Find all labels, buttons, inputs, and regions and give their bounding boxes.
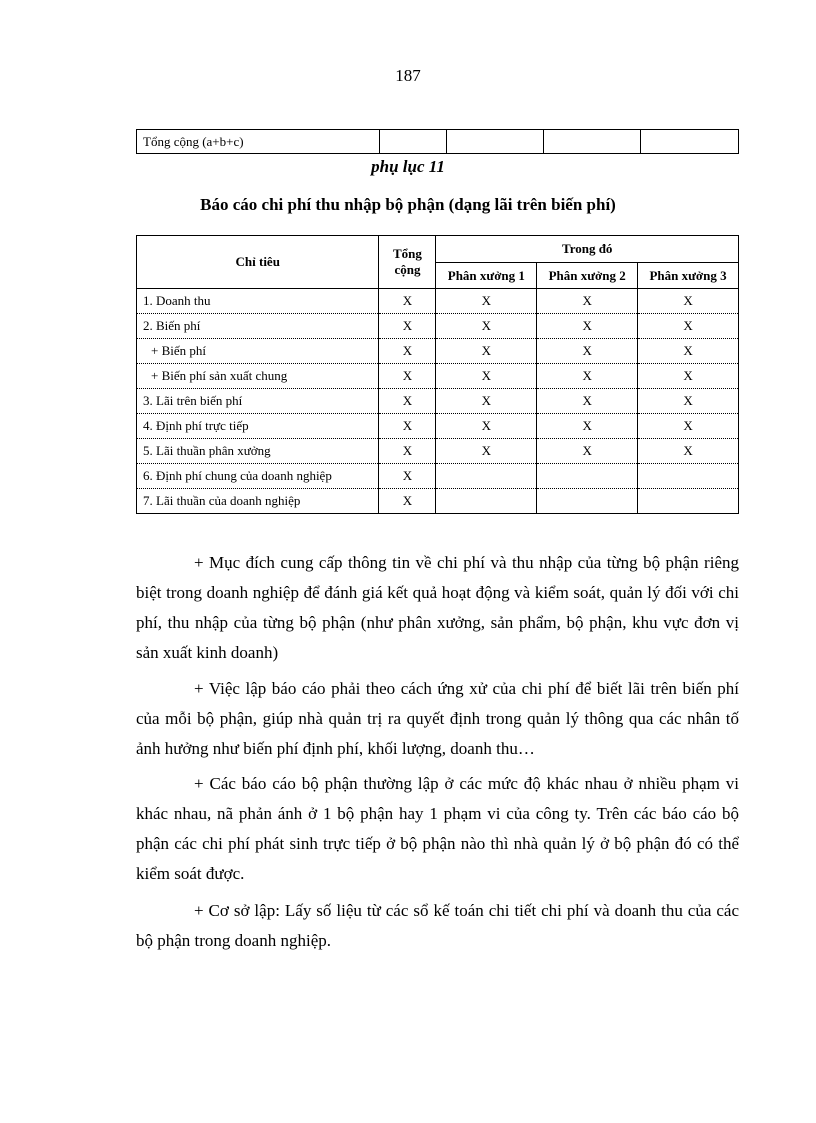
table-cell <box>544 130 641 154</box>
table-cell: X <box>537 289 638 314</box>
paragraph-basis: + Cơ sở lập: Lấy số liệu từ các sổ kế toán chi tiết chi phí và doanh thu của các bộ phận trong doanh nghiệp. <box>136 901 739 950</box>
table-cell: X <box>537 339 638 364</box>
report-title: Báo cáo chi phí thu nhập bộ phận (dạng lãi trên biến phí) <box>200 195 616 214</box>
row-label: 6. Định phí chung của doanh nghiệp <box>137 464 379 489</box>
table-cell: X <box>537 389 638 414</box>
header-workshop-3: Phân xưởng 3 <box>638 263 739 289</box>
header-of-which: Trong đó <box>436 236 739 263</box>
row-label: 3. Lãi trên biến phí <box>137 389 379 414</box>
header-indicator: Chỉ tiêu <box>137 236 379 289</box>
header-workshop-2: Phân xưởng 2 <box>537 263 638 289</box>
row-label: 2. Biến phí <box>137 314 379 339</box>
paragraph-preparation: + Việc lập báo cáo phải theo cách ứng xử của chi phí để biết lãi trên biến phí của mỗi bộ phận, giúp nhà quản trị ra quyết định trong quản lý thông qua các nhân tố ảnh hưởng như biến phí định phí, khối lượng, doanh thu… <box>136 679 739 758</box>
table-cell: X <box>638 339 739 364</box>
table-cell: X <box>537 439 638 464</box>
table-cell: X <box>638 289 739 314</box>
table-cell: X <box>436 439 537 464</box>
table-row <box>137 414 739 439</box>
table-cell: X <box>638 414 739 439</box>
table-cell <box>638 489 739 514</box>
table-cell: X <box>537 414 638 439</box>
table-cell: X <box>379 489 436 514</box>
table-cell: X <box>436 389 537 414</box>
table-cell: X <box>638 439 739 464</box>
table-row <box>137 130 739 154</box>
header-row <box>137 236 739 263</box>
table-cell: X <box>638 314 739 339</box>
appendix-title: phụ lục 11 <box>371 157 445 176</box>
summary-table-fragment <box>136 129 739 154</box>
table-cell <box>447 130 544 154</box>
table-cell <box>537 464 638 489</box>
row-label: 7. Lãi thuần của doanh nghiệp <box>137 489 379 514</box>
table-cell: X <box>379 314 436 339</box>
table-cell: X <box>436 364 537 389</box>
table-cell: X <box>379 414 436 439</box>
header-total: Tổng cộng <box>379 236 436 289</box>
row-label: 1. Doanh thu <box>137 289 379 314</box>
row-label: 5. Lãi thuần phân xưởng <box>137 439 379 464</box>
table-cell <box>436 464 537 489</box>
table-cell <box>641 130 739 154</box>
table-cell <box>436 489 537 514</box>
table-cell: X <box>379 364 436 389</box>
table-row <box>137 464 739 489</box>
table-cell: X <box>379 389 436 414</box>
table-cell <box>379 130 447 154</box>
report-table <box>136 235 739 514</box>
table-cell <box>638 464 739 489</box>
table-row <box>137 389 739 414</box>
table-row <box>137 289 739 314</box>
table-cell: X <box>436 289 537 314</box>
table-cell: X <box>537 364 638 389</box>
table-cell: X <box>436 414 537 439</box>
table-cell: X <box>436 314 537 339</box>
page-number: 187 <box>395 66 421 85</box>
table-row <box>137 489 739 514</box>
table-cell: X <box>436 339 537 364</box>
row-label: Tổng cộng (a+b+c) <box>137 130 380 154</box>
table-row <box>137 339 739 364</box>
paragraph-levels: + Các báo cáo bộ phận thường lập ở các mức độ khác nhau ở nhiều phạm vi khác nhau, nã phản ánh ở 1 bộ phận hay 1 phạm vi của công ty. Trên các báo cáo bộ phận các chi phí phát sinh trực tiếp ở bộ phận nào thì nhà quản lý ở bộ phận đó có thể kiểm soát được. <box>136 774 739 883</box>
table-cell: X <box>379 439 436 464</box>
table-cell: X <box>379 339 436 364</box>
row-label: 4. Định phí trực tiếp <box>137 414 379 439</box>
table-cell: X <box>379 289 436 314</box>
table-cell <box>537 489 638 514</box>
table-row <box>137 314 739 339</box>
table-row <box>137 439 739 464</box>
table-cell: X <box>537 314 638 339</box>
paragraph-purpose: + Mục đích cung cấp thông tin về chi phí và thu nhập của từng bộ phận riêng biệt trong doanh nghiệp để đánh giá kết quả hoạt động và kiểm soát, quản lý đối với chi phí, thu nhập của từng bộ phận (như phân xưởng, sản phẩm, bộ phận, khu vực đơn vị sản xuất kinh doanh) <box>136 553 739 662</box>
table-cell: X <box>379 464 436 489</box>
table-cell: X <box>638 364 739 389</box>
header-workshop-1: Phân xưởng 1 <box>436 263 537 289</box>
table-cell: X <box>638 389 739 414</box>
row-label: + Biến phí sản xuất chung <box>137 364 379 389</box>
table-row <box>137 364 739 389</box>
row-label: + Biến phí <box>137 339 379 364</box>
